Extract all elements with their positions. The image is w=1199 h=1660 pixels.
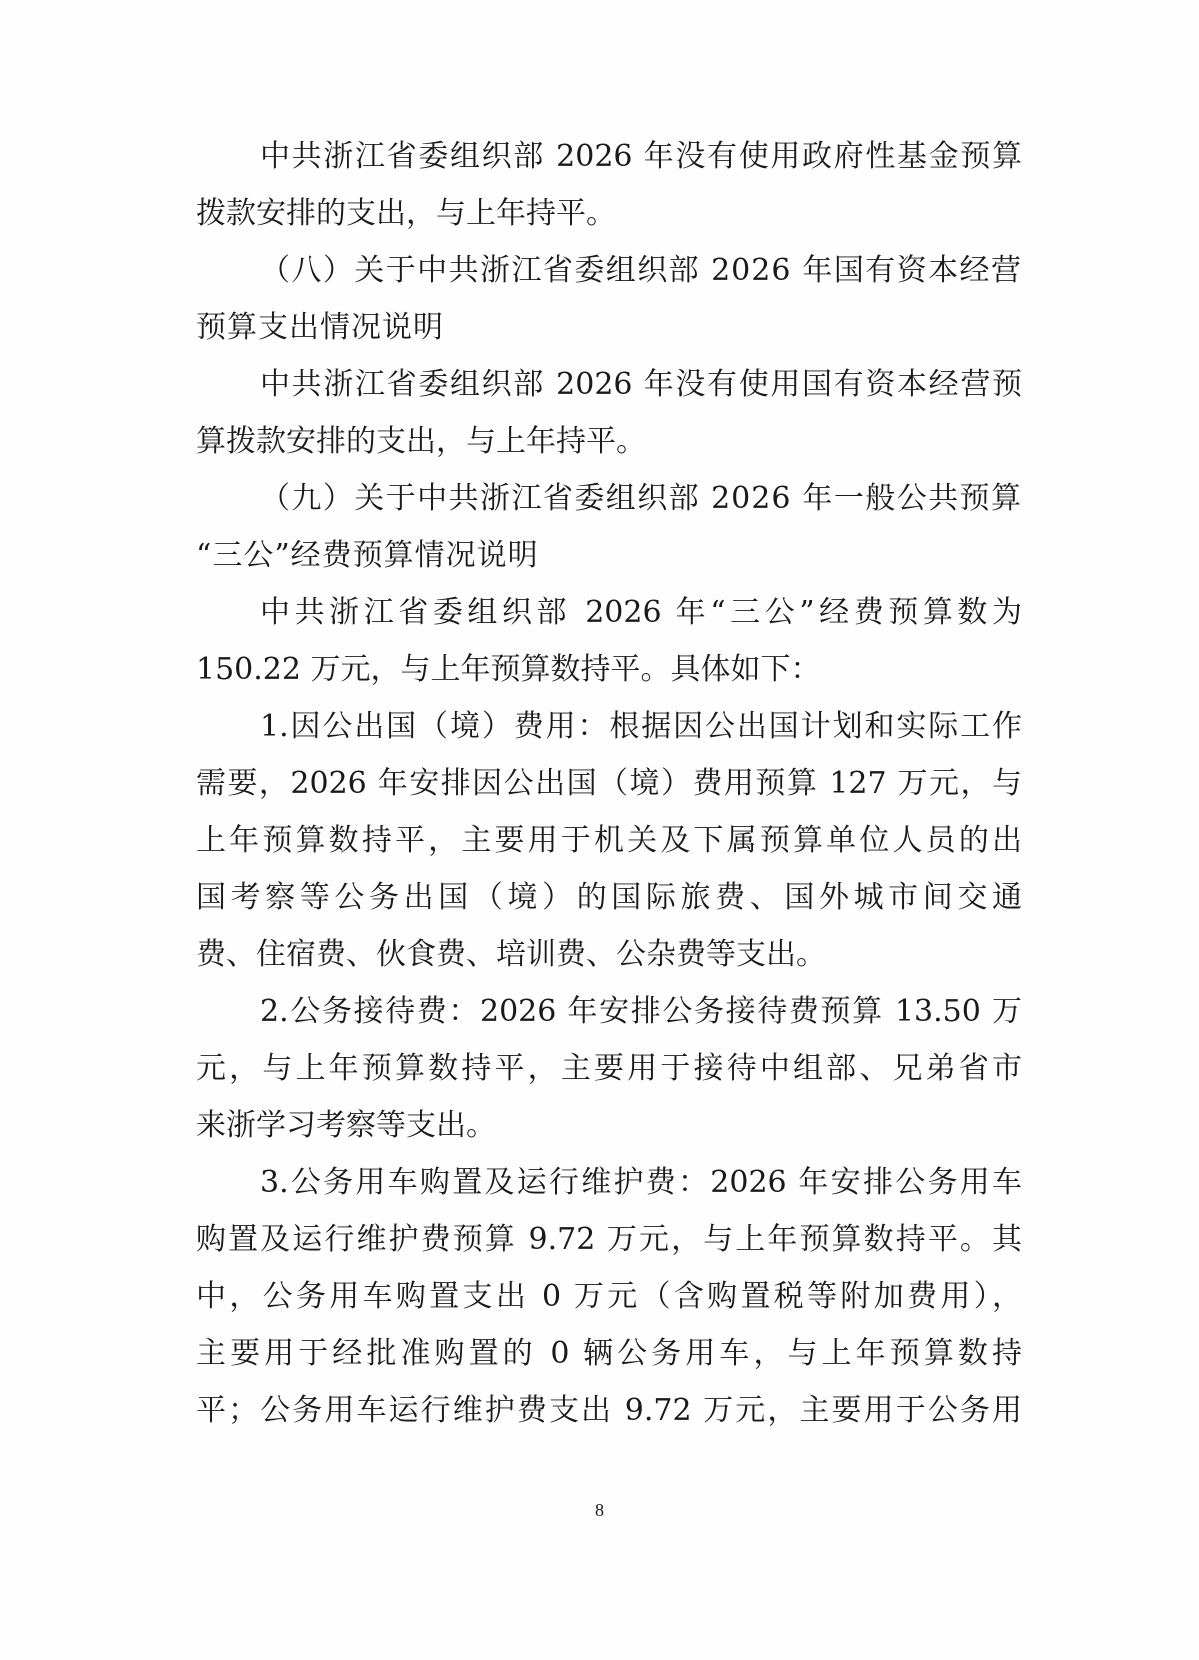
section-heading: 预算支出情况说明 [196,310,444,345]
page-number: 8 [595,1500,604,1520]
paragraph-line: 中，公务用车购置支出 0 万元（含购置税等附加费用）， [196,1279,1022,1314]
paragraph-line: 费、住宿费、伙食费、培训费、公杂费等支出。 [196,937,826,972]
paragraph-line: 3.公务用车购置及运行维护费：2026 年安排公务用车 [260,1165,1022,1200]
paragraph-line: 拨款安排的支出，与上年持平。 [196,196,616,231]
paragraph-line: 算拨款安排的支出，与上年持平。 [196,424,646,459]
paragraph-line: 150.22 万元，与上年预算数持平。具体如下： [196,652,821,687]
section-heading: “三公”经费预算情况说明 [196,538,539,573]
paragraph-line: 2.公务接待费：2026 年安排公务接待费预算 13.50 万 [260,994,1022,1029]
paragraph-line: 国考察等公务出国（境）的国际旅费、国外城市间交通 [196,880,1022,915]
paragraph-line: 元，与上年预算数持平，主要用于接待中组部、兄弟省市 [196,1051,1022,1086]
paragraph-line: 上年预算数持平，主要用于机关及下属预算单位人员的出 [196,823,1022,858]
paragraph-line: 中共浙江省委组织部 2026 年“三公”经费预算数为 [260,595,1022,630]
paragraph-line: 平；公务用车运行维护费支出 9.72 万元，主要用于公务用 [196,1393,1022,1428]
paragraph-line: 主要用于经批准购置的 0 辆公务用车，与上年预算数持 [196,1336,1022,1371]
section-heading: （八）关于中共浙江省委组织部 2026 年国有资本经营 [260,253,1022,288]
paragraph-line: 中共浙江省委组织部 2026 年没有使用国有资本经营预 [260,367,1022,402]
paragraph-line: 来浙学习考察等支出。 [196,1108,496,1143]
section-heading: （九）关于中共浙江省委组织部 2026 年一般公共预算 [260,481,1022,516]
paragraph-line: 1.因公出国（境）费用：根据因公出国计划和实际工作 [260,709,1022,744]
paragraph-line: 中共浙江省委组织部 2026 年没有使用政府性基金预算 [260,139,1022,174]
paragraph-line: 购置及运行维护费预算 9.72 万元，与上年预算数持平。其 [196,1222,1022,1257]
paragraph-line: 需要，2026 年安排因公出国（境）费用预算 127 万元，与 [196,766,1022,801]
